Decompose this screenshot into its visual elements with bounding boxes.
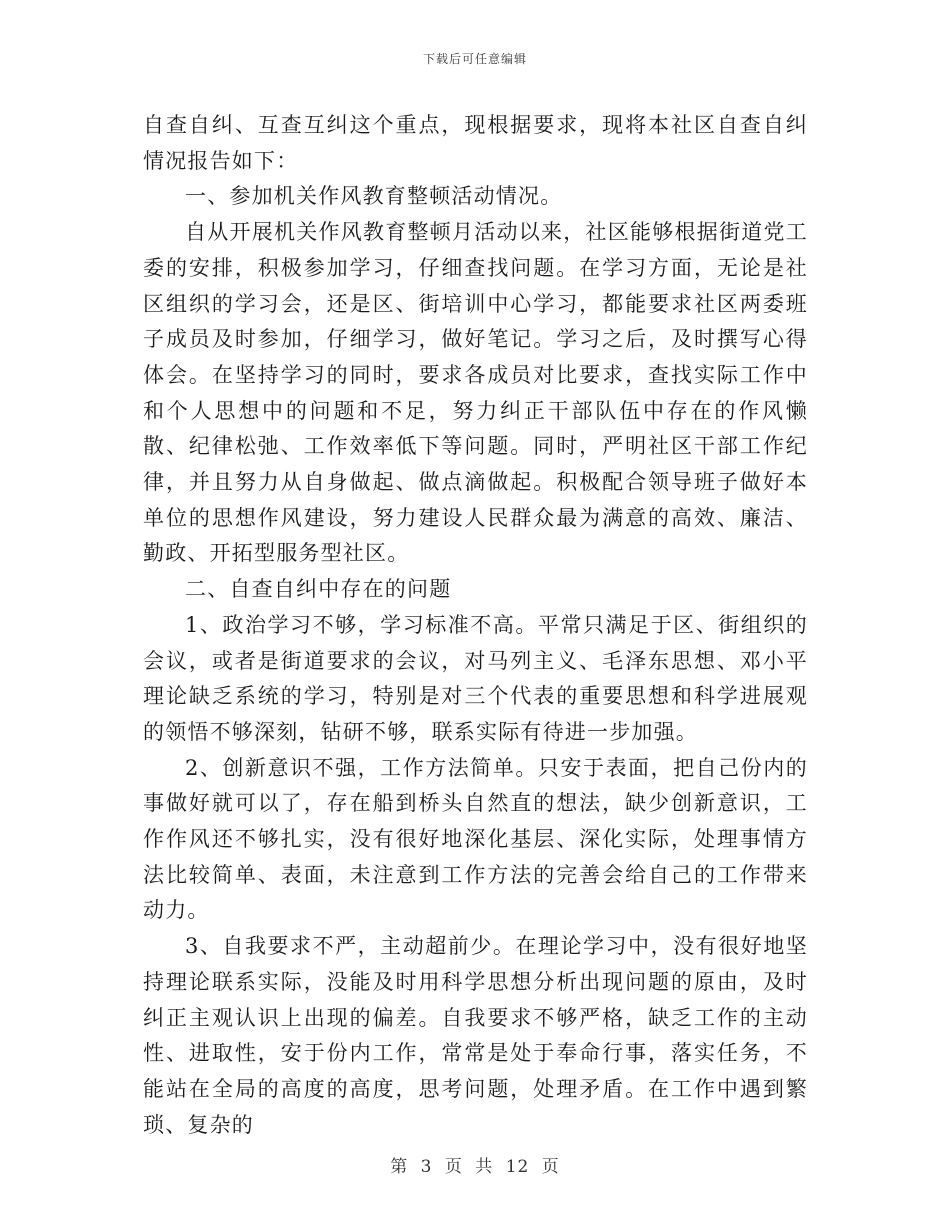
section-heading-1: 一、参加机关作风教育整顿活动情况。 (185, 184, 563, 209)
page-footer: 第 3 页 共 12 页 (390, 1157, 560, 1177)
paragraph-problem-1: 1、政治学习不够，学习标准不高。平常只满足于区、街组织的会议，或者是街道要求的会议，对马列主义、毛泽东思想、邓小平理论缺乏系统的学习，特别是对三个代表的重要思想和科学进展观的领悟不够深刻，钻研不够，联系实际有待进一步加强。 (143, 612, 808, 744)
paragraph-section-1: 自从开展机关作风教育整顿月活动以来，社区能够根据街道党工委的安排，积极参加学习，仔细查找问题。在学习方面，无论是社区组织的学习会，还是区、街培训中心学习，都能要求社区两委班子成员及时参加，仔细学习，做好笔记。学习之后，及时撰写心得体会。在坚持学习的同时，要求各成员对比要求，查找实际工作中和个人思想中的问题和不足，努力纠正干部队伍中存在的作风懒散、纪律松弛、工作效率低下等问题。同时，严明社区干部工作纪律，并且努力从自身做起、做点滴做起。积极配合领导班子做好本单位的思想作风建设，努力建设人民群众最为满意的高效、廉洁、勤政、开拓型服务型社区。 (143, 220, 808, 566)
document-body (143, 108, 808, 1143)
paragraph-intro: 自查自纠、互查互纠这个重点，现根据要求，现将本社区自查自纠情况报告如下： (143, 113, 808, 173)
paragraph-problem-2: 2、创新意识不强，工作方法简单。只安于表面，把自己份内的事做好就可以了，存在船到桥头自然直的想法，缺少创新意识，工作作风还不够扎实，没有很好地深化基层、深化实际，处理事情方法比较简单、表面，未注意到工作方法的完善会给自己的工作带来动力。 (143, 755, 808, 923)
page-header: 下载后可任意编辑 (422, 52, 527, 66)
section-heading-2: 二、自查自纠中存在的问题 (185, 577, 452, 602)
paragraph-problem-3: 3、自我要求不严，主动超前少。在理论学习中，没有很好地坚持理论联系实际，没能及时用科学思想分析出现问题的原由，及时纠正主观认识上出现的偏差。自我要求不够严格，缺乏工作的主动性、进取性，安于份内工作，常常是处于奉命行事，落实任务，不能站在全局的高度的高度，思考问题，处理矛盾。在工作中遇到繁琐、复杂的 (143, 934, 808, 1137)
